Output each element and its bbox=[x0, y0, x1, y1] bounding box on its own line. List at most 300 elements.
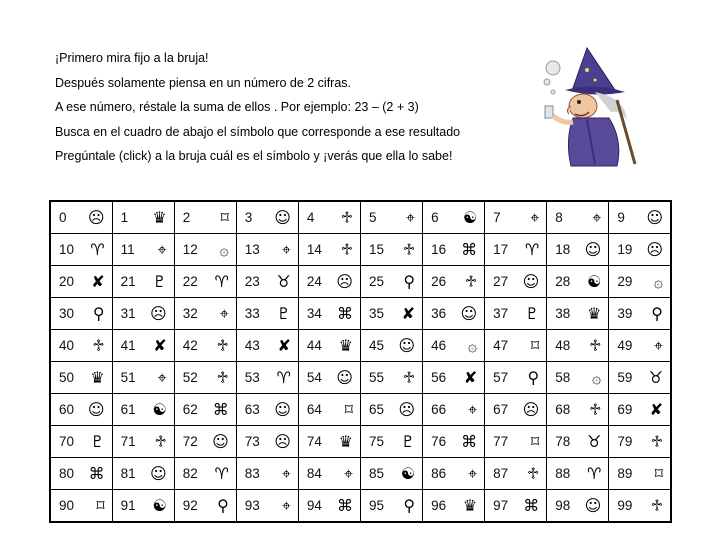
cell-number: 39 bbox=[617, 306, 633, 321]
cell-symbol-icon: ☹ bbox=[398, 399, 416, 419]
table-cell bbox=[236, 201, 298, 234]
cell-symbol-icon: ☯ bbox=[152, 399, 167, 419]
cell-symbol-icon: ♱ bbox=[92, 335, 105, 355]
table-cell bbox=[609, 234, 671, 266]
table-cell bbox=[485, 234, 547, 266]
cell-content bbox=[361, 362, 422, 393]
table-cell bbox=[360, 234, 422, 266]
table-cell bbox=[298, 330, 360, 362]
cell-number: 44 bbox=[306, 338, 322, 353]
cell-number: 95 bbox=[368, 498, 384, 513]
cell-symbol-icon: ☺ bbox=[87, 399, 105, 419]
cell-number: 55 bbox=[368, 370, 384, 385]
cell-symbol-icon: ⌖ bbox=[406, 207, 416, 227]
table-cell bbox=[609, 362, 671, 394]
cell-symbol-icon: ⌘ bbox=[212, 399, 229, 419]
table-cell bbox=[112, 490, 174, 523]
table-row bbox=[50, 394, 671, 426]
instruction-line-4: Busca en el cuadro de abajo el símbolo que corresponde a ese resultado bbox=[55, 124, 461, 139]
cell-symbol-icon: ⚲ bbox=[403, 495, 416, 515]
cell-content bbox=[609, 298, 670, 329]
cell-number: 88 bbox=[555, 466, 571, 481]
cell-content bbox=[51, 298, 112, 329]
cell-content bbox=[547, 426, 608, 457]
cell-symbol-icon: ☹ bbox=[646, 239, 663, 259]
cell-number: 13 bbox=[244, 242, 260, 257]
cell-number: 68 bbox=[555, 402, 571, 417]
cell-content bbox=[361, 234, 422, 265]
table-cell bbox=[423, 490, 485, 523]
cell-number: 11 bbox=[120, 242, 135, 257]
cell-symbol-icon: ⌘ bbox=[461, 431, 478, 451]
table-cell bbox=[50, 298, 112, 330]
cell-symbol-icon: ♱ bbox=[527, 463, 540, 483]
table-row bbox=[50, 201, 671, 234]
cell-symbol-icon: ♛ bbox=[338, 335, 353, 355]
cell-symbol-icon: ☺ bbox=[584, 495, 602, 515]
cell-symbol-icon: ⌖ bbox=[468, 399, 478, 419]
cell-number: 25 bbox=[368, 274, 384, 289]
cell-content bbox=[547, 330, 608, 361]
cell-number: 98 bbox=[555, 498, 571, 513]
table-cell bbox=[112, 201, 174, 234]
cell-number: 56 bbox=[431, 370, 447, 385]
cell-symbol-icon: ✘ bbox=[401, 303, 416, 323]
cell-content bbox=[485, 234, 546, 265]
cell-number: 73 bbox=[244, 434, 260, 449]
cell-number: 3 bbox=[244, 210, 253, 225]
table-cell bbox=[174, 490, 236, 523]
table-cell bbox=[360, 201, 422, 234]
table-cell bbox=[547, 201, 609, 234]
table-cell bbox=[423, 298, 485, 330]
table-row bbox=[50, 266, 671, 298]
cell-symbol-icon: ♱ bbox=[402, 239, 416, 259]
cell-symbol-icon: ♈ bbox=[587, 463, 602, 483]
cell-symbol-icon: ♈ bbox=[276, 367, 291, 387]
cell-symbol-icon: ⌖ bbox=[281, 495, 291, 515]
table-cell bbox=[50, 394, 112, 426]
table-cell bbox=[547, 330, 609, 362]
table-cell bbox=[485, 266, 547, 298]
cell-content bbox=[609, 234, 670, 265]
cell-content bbox=[423, 394, 484, 425]
cell-symbol-icon: ⌖ bbox=[653, 335, 663, 355]
cell-number: 43 bbox=[244, 338, 260, 353]
table-cell bbox=[174, 298, 236, 330]
table-cell bbox=[423, 330, 485, 362]
cell-symbol-icon: ⌖ bbox=[157, 367, 167, 387]
cell-number: 0 bbox=[59, 210, 67, 225]
cell-content bbox=[51, 394, 112, 425]
cell-content bbox=[361, 490, 422, 521]
cell-content bbox=[113, 490, 174, 521]
table-cell bbox=[609, 201, 671, 234]
table-cell bbox=[50, 490, 112, 523]
cell-symbol-icon: ⌑ bbox=[531, 335, 540, 355]
instruction-line-2: Después solamente piensa en un número de 2 cifras. bbox=[55, 75, 352, 90]
cell-content bbox=[423, 234, 484, 265]
table-cell bbox=[236, 362, 298, 394]
cell-symbol-icon: ♇ bbox=[524, 303, 540, 323]
cell-number: 81 bbox=[120, 466, 136, 481]
table-cell bbox=[112, 234, 174, 266]
table-cell bbox=[423, 201, 485, 234]
cell-symbol-icon: ⚲ bbox=[92, 303, 105, 323]
cell-symbol-icon: ☹ bbox=[150, 303, 167, 323]
table-cell bbox=[423, 394, 485, 426]
cell-number: 45 bbox=[368, 338, 384, 353]
cell-symbol-icon: ☺ bbox=[460, 303, 478, 323]
cell-symbol-icon: ♇ bbox=[152, 271, 167, 291]
cell-symbol-icon: ☺ bbox=[336, 367, 353, 387]
cell-number: 30 bbox=[59, 306, 75, 321]
cell-symbol-icon: ♱ bbox=[340, 239, 353, 259]
cell-symbol-icon: ☺ bbox=[398, 335, 416, 355]
cell-content bbox=[51, 234, 112, 265]
cell-content bbox=[299, 490, 360, 521]
cell-symbol-icon: ⚲ bbox=[403, 271, 416, 291]
cell-symbol-icon: ✘ bbox=[649, 399, 663, 419]
cell-number: 79 bbox=[617, 434, 633, 449]
cell-content bbox=[423, 458, 484, 489]
table-cell bbox=[174, 362, 236, 394]
cell-symbol-icon: ⌘ bbox=[336, 303, 353, 323]
cell-content bbox=[113, 234, 174, 265]
table-cell bbox=[174, 201, 236, 234]
cell-number: 94 bbox=[306, 498, 322, 513]
cell-symbol-icon: ♇ bbox=[400, 431, 416, 451]
cell-symbol-icon: ☺ bbox=[274, 207, 291, 227]
table-cell bbox=[298, 458, 360, 490]
cell-number: 47 bbox=[493, 338, 509, 353]
cell-number: 93 bbox=[244, 498, 260, 513]
cell-symbol-icon: ☹ bbox=[522, 399, 540, 419]
cell-number: 41 bbox=[120, 338, 136, 353]
cell-symbol-icon: ♱ bbox=[650, 431, 663, 451]
table-cell bbox=[236, 234, 298, 266]
cell-content bbox=[51, 330, 112, 361]
cell-number: 46 bbox=[431, 338, 447, 353]
cell-number: 33 bbox=[244, 306, 260, 321]
cell-content bbox=[237, 362, 298, 393]
cell-number: 26 bbox=[431, 274, 447, 289]
cell-symbol-icon: ☺ bbox=[584, 239, 602, 259]
cell-number: 29 bbox=[617, 274, 633, 289]
table-row bbox=[50, 298, 671, 330]
instruction-line-5: Pregúntale (click) a la bruja cuál es el símbolo y ¡verás que ella lo sabe! bbox=[55, 149, 453, 164]
cell-symbol-icon: ♛ bbox=[90, 367, 105, 387]
table-cell bbox=[298, 394, 360, 426]
cell-number: 77 bbox=[493, 434, 509, 449]
table-cell bbox=[485, 362, 547, 394]
cell-content bbox=[361, 298, 422, 329]
cell-number: 6 bbox=[431, 210, 439, 225]
cell-number: 96 bbox=[431, 498, 447, 513]
cell-symbol-icon: ♈ bbox=[90, 239, 105, 259]
cell-symbol-icon: ⌑ bbox=[344, 399, 353, 419]
cell-number: 49 bbox=[617, 338, 633, 353]
table-cell bbox=[609, 426, 671, 458]
cell-content bbox=[547, 490, 608, 521]
cell-content bbox=[175, 330, 236, 361]
cell-number: 74 bbox=[306, 434, 322, 449]
table-cell bbox=[547, 458, 609, 490]
cell-content bbox=[423, 426, 484, 457]
cell-symbol-icon: ☺ bbox=[646, 207, 663, 227]
cell-content bbox=[237, 202, 298, 233]
cell-symbol-icon: ✘ bbox=[277, 335, 291, 355]
cell-symbol-icon: ☯ bbox=[400, 463, 416, 483]
table-cell bbox=[236, 330, 298, 362]
cell-number: 48 bbox=[555, 338, 571, 353]
cell-content bbox=[299, 298, 360, 329]
cell-content bbox=[237, 234, 298, 265]
cell-number: 91 bbox=[120, 498, 136, 513]
table-cell bbox=[50, 266, 112, 298]
cell-content bbox=[299, 458, 360, 489]
table-cell bbox=[50, 362, 112, 394]
table-cell bbox=[298, 266, 360, 298]
cell-content bbox=[423, 362, 484, 393]
cell-content bbox=[51, 202, 112, 233]
table-cell bbox=[485, 458, 547, 490]
cell-symbol-icon: ☺ bbox=[212, 431, 229, 451]
cell-content bbox=[175, 426, 236, 457]
cell-number: 8 bbox=[555, 210, 563, 225]
cell-number: 51 bbox=[120, 370, 136, 385]
table-cell bbox=[360, 266, 422, 298]
cell-content bbox=[237, 458, 298, 489]
table-cell bbox=[50, 234, 112, 266]
cell-content bbox=[423, 266, 484, 297]
cell-content bbox=[299, 234, 360, 265]
cell-content bbox=[547, 234, 608, 265]
cell-content bbox=[609, 266, 670, 297]
table-cell bbox=[298, 234, 360, 266]
cell-number: 4 bbox=[306, 210, 315, 225]
table-cell bbox=[174, 458, 236, 490]
cell-number: 64 bbox=[306, 402, 322, 417]
cell-symbol-icon: ♱ bbox=[340, 207, 353, 227]
cell-symbol-icon: ☺ bbox=[150, 463, 167, 483]
cell-number: 42 bbox=[182, 338, 198, 353]
witch-image[interactable] bbox=[525, 40, 645, 170]
cell-symbol-icon: ⌖ bbox=[592, 207, 602, 227]
cell-number: 32 bbox=[182, 306, 198, 321]
table-cell bbox=[547, 234, 609, 266]
cell-number: 9 bbox=[617, 210, 625, 225]
cell-content bbox=[237, 490, 298, 521]
table-cell bbox=[360, 330, 422, 362]
cell-content bbox=[299, 202, 360, 233]
cell-symbol-icon: ⚲ bbox=[651, 303, 663, 323]
cell-symbol-icon: ♱ bbox=[589, 399, 602, 419]
table-cell bbox=[485, 330, 547, 362]
table-cell bbox=[609, 458, 671, 490]
table-cell bbox=[423, 426, 485, 458]
table-row bbox=[50, 426, 671, 458]
cell-content bbox=[361, 202, 422, 233]
cell-number: 63 bbox=[244, 402, 260, 417]
cell-number: 17 bbox=[493, 242, 509, 257]
table-cell bbox=[50, 458, 112, 490]
cell-content bbox=[361, 458, 422, 489]
cell-symbol-icon: ☹ bbox=[336, 271, 353, 291]
cell-content bbox=[237, 298, 298, 329]
table-cell bbox=[236, 298, 298, 330]
cell-symbol-icon: ♱ bbox=[650, 495, 663, 515]
table-cell bbox=[423, 234, 485, 266]
cell-symbol-icon: ♱ bbox=[464, 271, 478, 291]
cell-number: 23 bbox=[244, 274, 260, 289]
cell-symbol-icon: ✘ bbox=[153, 335, 167, 355]
cell-content bbox=[361, 426, 422, 457]
cell-content bbox=[113, 298, 174, 329]
cell-content bbox=[113, 362, 174, 393]
table-row bbox=[50, 234, 671, 266]
cell-symbol-icon: ۞ bbox=[219, 239, 229, 259]
cell-number: 16 bbox=[431, 242, 447, 257]
cell-number: 70 bbox=[59, 434, 75, 449]
table-row bbox=[50, 330, 671, 362]
table-cell bbox=[360, 490, 422, 523]
cell-content bbox=[361, 394, 422, 425]
table-cell bbox=[236, 426, 298, 458]
cell-number: 22 bbox=[182, 274, 198, 289]
cell-number: 92 bbox=[182, 498, 198, 513]
cell-number: 84 bbox=[306, 466, 322, 481]
table-cell bbox=[547, 298, 609, 330]
table-cell bbox=[423, 458, 485, 490]
cell-symbol-icon: ♉ bbox=[276, 271, 291, 291]
cell-content bbox=[485, 426, 546, 457]
cell-symbol-icon: ⌑ bbox=[654, 463, 663, 483]
table-row bbox=[50, 362, 671, 394]
cell-number: 37 bbox=[493, 306, 509, 321]
cell-content bbox=[299, 266, 360, 297]
cell-number: 83 bbox=[244, 466, 260, 481]
cell-content bbox=[547, 394, 608, 425]
cell-symbol-icon: ⌖ bbox=[281, 239, 291, 259]
table-cell bbox=[547, 362, 609, 394]
table-cell bbox=[360, 394, 422, 426]
table-cell bbox=[298, 426, 360, 458]
cell-symbol-icon: ♈ bbox=[214, 463, 229, 483]
table-cell bbox=[112, 362, 174, 394]
cell-symbol-icon: ♉ bbox=[587, 431, 602, 451]
cell-symbol-icon: ⌖ bbox=[530, 207, 540, 227]
cell-content bbox=[423, 490, 484, 521]
cell-number: 14 bbox=[306, 242, 322, 257]
table-cell bbox=[360, 426, 422, 458]
table-cell bbox=[112, 266, 174, 298]
cell-number: 52 bbox=[182, 370, 198, 385]
instruction-line-1: ¡Primero mira fijo a la bruja! bbox=[55, 51, 209, 65]
table-cell bbox=[174, 394, 236, 426]
cell-symbol-icon: ⚲ bbox=[527, 367, 540, 387]
table-cell bbox=[485, 490, 547, 523]
cell-symbol-icon: ☹ bbox=[87, 207, 105, 227]
cell-number: 31 bbox=[120, 306, 136, 321]
cell-symbol-icon: ⌘ bbox=[88, 463, 105, 483]
table-cell bbox=[547, 266, 609, 298]
cell-content bbox=[237, 426, 298, 457]
cell-content bbox=[485, 330, 546, 361]
cell-content bbox=[485, 362, 546, 393]
cell-symbol-icon: ⌖ bbox=[343, 463, 353, 483]
table-cell bbox=[298, 362, 360, 394]
cell-symbol-icon: ♇ bbox=[90, 431, 105, 451]
cell-number: 72 bbox=[182, 434, 198, 449]
table-cell bbox=[609, 394, 671, 426]
cell-content bbox=[237, 330, 298, 361]
cell-symbol-icon: ⌘ bbox=[461, 239, 478, 259]
cell-content bbox=[609, 330, 670, 361]
table-cell bbox=[485, 394, 547, 426]
cell-content bbox=[547, 458, 608, 489]
cell-symbol-icon: ♉ bbox=[648, 367, 663, 387]
table-cell bbox=[609, 330, 671, 362]
table-cell bbox=[360, 362, 422, 394]
cell-number: 59 bbox=[617, 370, 633, 385]
cell-number: 5 bbox=[368, 210, 377, 225]
cell-content bbox=[609, 458, 670, 489]
cell-symbol-icon: ♇ bbox=[276, 303, 291, 323]
cell-symbol-icon: ♱ bbox=[216, 335, 229, 355]
table-cell bbox=[236, 490, 298, 523]
cell-symbol-icon: ⌖ bbox=[281, 463, 291, 483]
cell-number: 24 bbox=[306, 274, 322, 289]
cell-number: 85 bbox=[368, 466, 384, 481]
cell-content bbox=[609, 426, 670, 457]
cell-number: 38 bbox=[555, 306, 571, 321]
cell-symbol-icon: ♛ bbox=[587, 303, 602, 323]
table-cell bbox=[50, 201, 112, 234]
cell-number: 1 bbox=[120, 210, 129, 225]
cell-symbol-icon: ☯ bbox=[152, 495, 167, 515]
cell-number: 35 bbox=[368, 306, 384, 321]
cell-symbol-icon: ♛ bbox=[462, 495, 478, 515]
cell-content bbox=[547, 202, 608, 233]
cell-symbol-icon: ⌖ bbox=[468, 463, 478, 483]
table-cell bbox=[298, 298, 360, 330]
cell-content bbox=[299, 362, 360, 393]
cell-content bbox=[51, 426, 112, 457]
cell-symbol-icon: ♱ bbox=[402, 367, 416, 387]
cell-content bbox=[175, 458, 236, 489]
cell-symbol-icon: ✘ bbox=[463, 367, 478, 387]
cell-content bbox=[609, 202, 670, 233]
cell-number: 61 bbox=[120, 402, 136, 417]
cell-number: 19 bbox=[617, 242, 633, 257]
cell-symbol-icon: ⌑ bbox=[96, 495, 105, 515]
cell-content bbox=[547, 266, 608, 297]
cell-content bbox=[299, 394, 360, 425]
cell-number: 36 bbox=[431, 306, 447, 321]
table-cell bbox=[485, 298, 547, 330]
cell-symbol-icon: ♈ bbox=[524, 239, 540, 259]
cell-number: 21 bbox=[120, 274, 136, 289]
cell-content bbox=[423, 202, 484, 233]
cell-number: 34 bbox=[306, 306, 322, 321]
cell-content bbox=[299, 330, 360, 361]
cell-number: 76 bbox=[431, 434, 447, 449]
cell-number: 7 bbox=[493, 210, 501, 225]
cell-content bbox=[485, 298, 546, 329]
cell-content bbox=[51, 458, 112, 489]
cell-number: 40 bbox=[59, 338, 75, 353]
